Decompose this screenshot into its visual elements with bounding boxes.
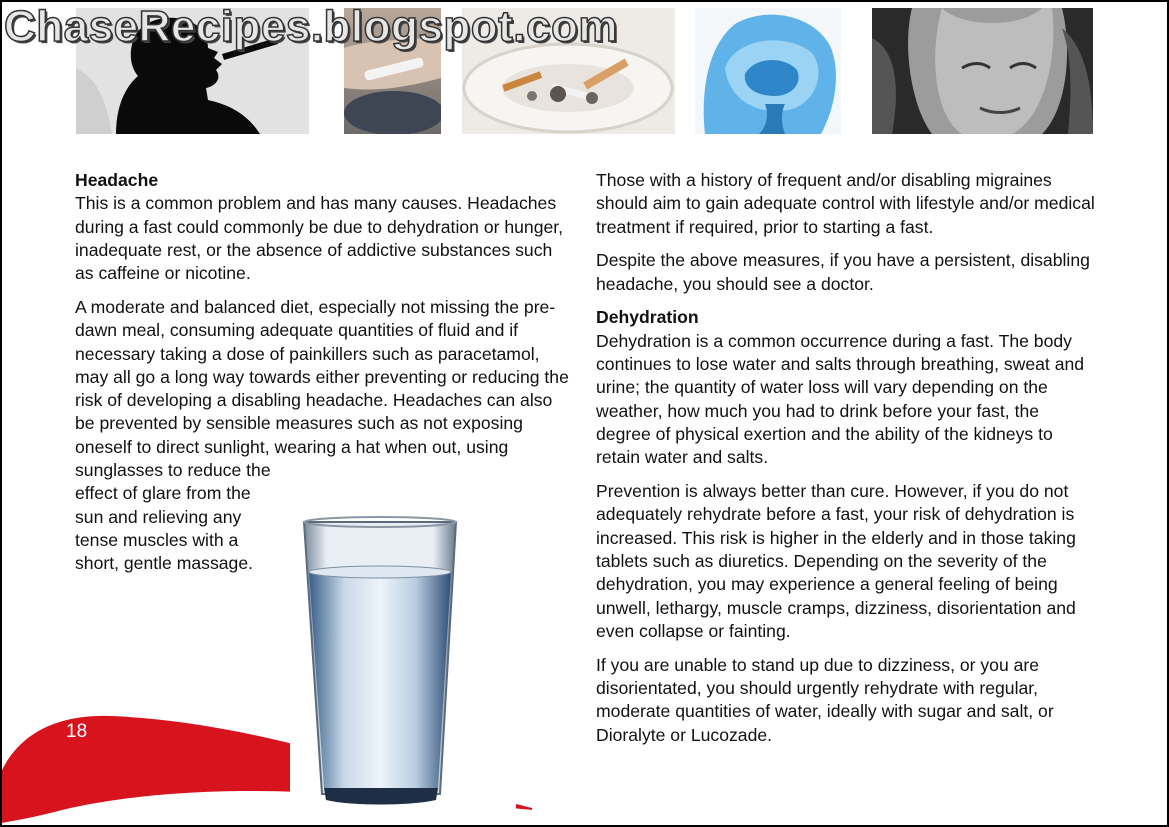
headache-paragraph-1: This is a common problem and has many causes. Headaches during a fast could commonly be due to dehydration or hunger, inadequate rest, or the absence of addictive substances such as caffeine or nicotine. xyxy=(75,193,564,284)
paragraph-2-wrap-line: sun and relieving any xyxy=(75,506,242,527)
paragraph-2-wrap-line: effect of glare from the xyxy=(75,483,251,504)
glass-of-water-image xyxy=(290,512,516,812)
page-number: 18 xyxy=(66,721,88,742)
watermark-text: ChaseRecipes.blogspot.com xyxy=(4,2,618,51)
paragraph-2-wrap-line: tense muscles with a xyxy=(75,529,239,550)
right-column xyxy=(596,169,1096,757)
dehydration-heading: Dehydration xyxy=(596,307,699,328)
woman-headache-photo xyxy=(872,8,1093,134)
see-doctor-paragraph: Despite the above measures, if you have a persistent, disabling headache, you should see a doctor. xyxy=(596,250,1090,294)
dehydration-paragraph-1: Dehydration is a common occurrence during a fast. The body continues to lose water and salts through breathing, sweat and urine; the quantity of water loss will vary depending on the weather, how much you had to drink before your fast, the degree of physical exertion and the ability of the kidneys to retain water and salts. xyxy=(596,330,1085,468)
brain-scan-photo xyxy=(695,8,841,134)
headache-heading: Headache xyxy=(75,170,159,190)
paragraph-2-wrap-line: short, gentle massage. xyxy=(75,553,253,574)
dehydration-paragraph-3: If you are unable to stand up due to dizziness, or you are disorientated, you should urgently rehydrate with regular, moderate quantities of water, ideally with sugar and salt, or Dioralyte or Lucozade. xyxy=(596,654,1054,745)
dehydration-paragraph-2: Prevention is always better than cure. However, if you do not adequately rehydrate before a fast, your risk of dehydration is increased. This risk is higher in the elderly and in those taking tablets such as diuretics. Depending on the severity of the dehydration, you may experience a general feeling of being unwell, lethargy, muscle cramps, dizziness, disorientation and even collapse or fainting. xyxy=(596,481,1076,641)
headache-paragraph-2-text: A moderate and balanced diet, especially not missing the pre-dawn meal, consuming adequate quantities of fluid and if necessary taking a dose of painkillers such as paracetamol, may all go a long way towards either preventing or reducing the risk of developing a disabling headache. Headaches can also be prevented by sensible measures such as not exposing oneself to direct sunlight, wearing a hat when out, using sunglasses to reduce the xyxy=(75,296,569,481)
migraine-paragraph: Those with a history of frequent and/or disabling migraines should aim to gain adequate control with lifestyle and/or medical treatment if required, prior to starting a fast. xyxy=(596,170,1095,237)
